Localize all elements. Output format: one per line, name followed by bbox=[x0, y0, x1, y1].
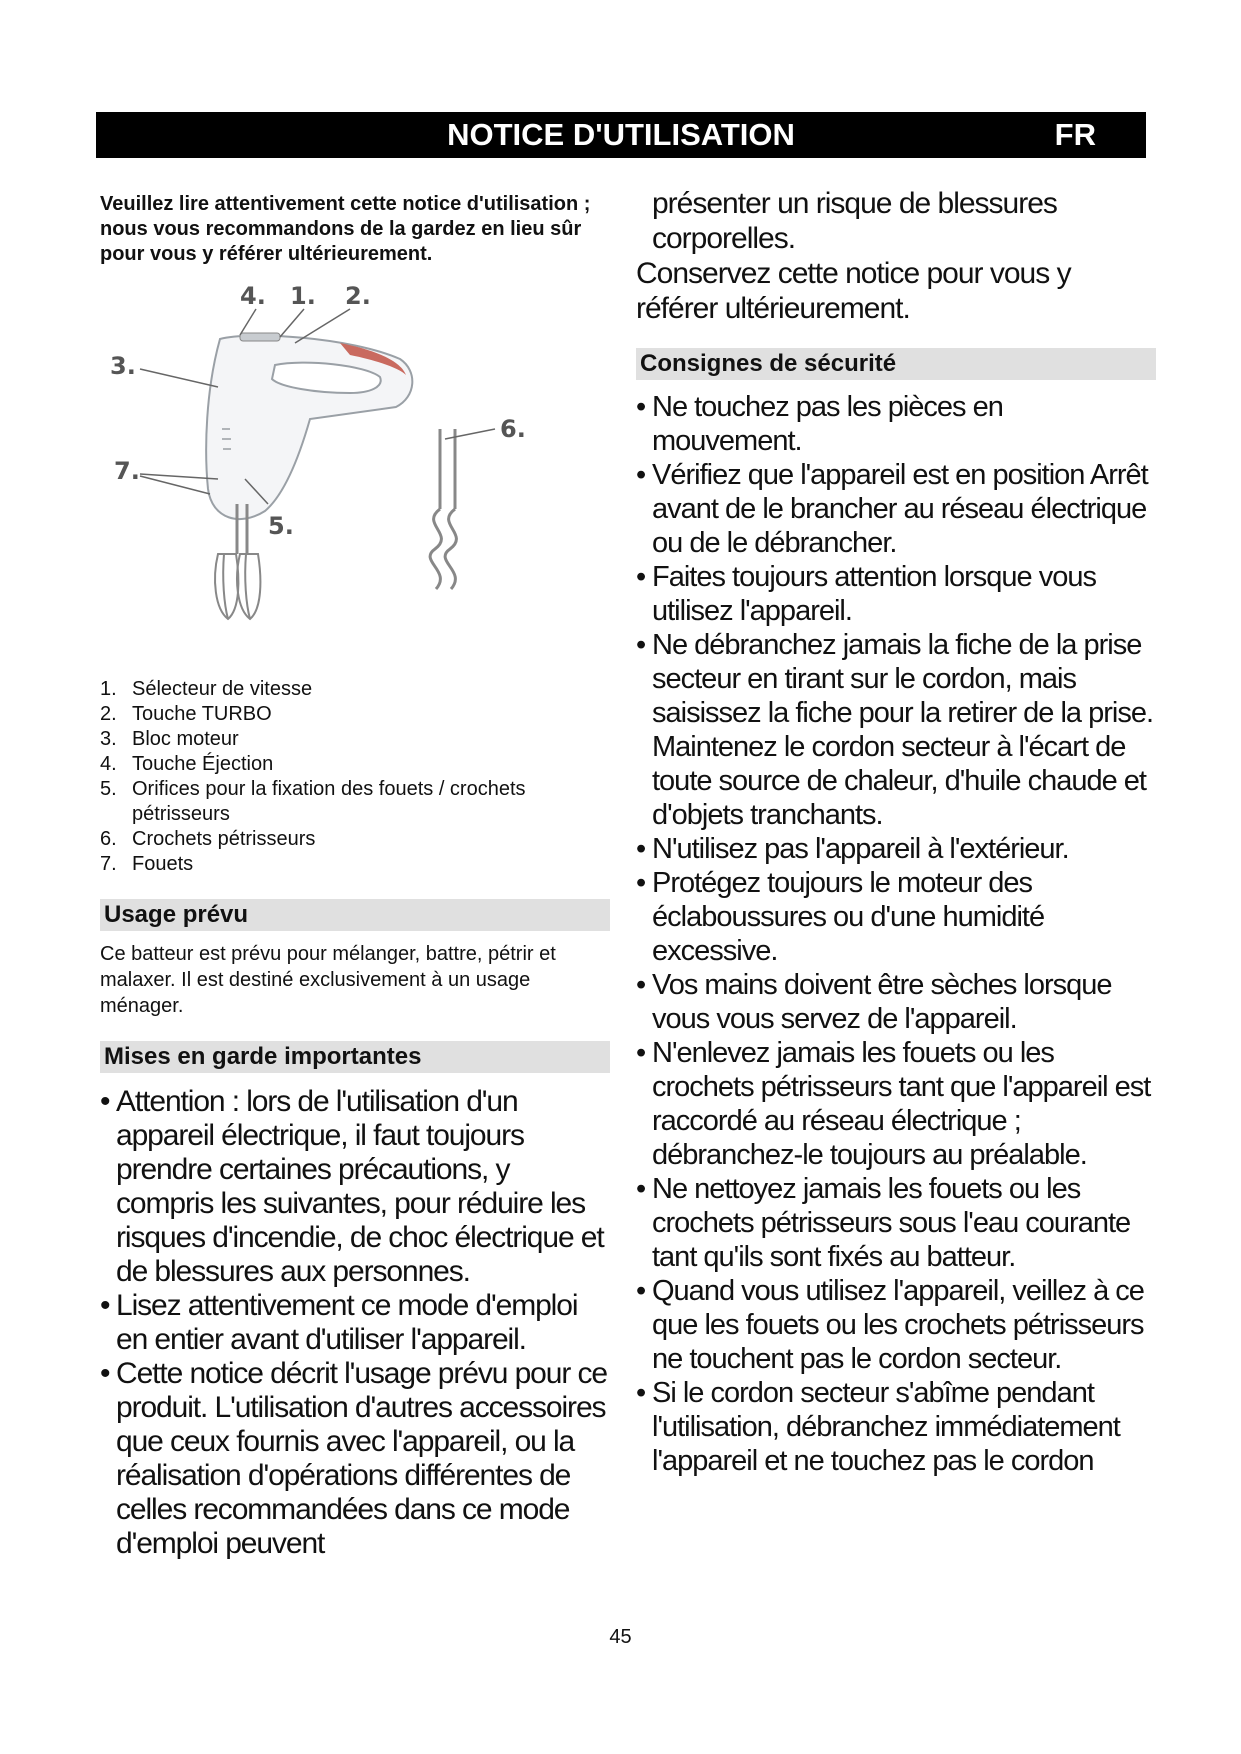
usage-heading: Usage prévu bbox=[100, 899, 610, 931]
list-item bbox=[100, 1289, 610, 1357]
list-item bbox=[636, 1274, 1156, 1376]
bullet-icon: • bbox=[636, 867, 646, 899]
list-item bbox=[636, 458, 1156, 560]
list-item bbox=[636, 866, 1156, 968]
label-1: 1. bbox=[290, 282, 316, 310]
bullet-icon: • bbox=[100, 1085, 110, 1118]
safety-text: N'enlevez jamais les fouets ou les crochets pétrisseurs tant que l'appareil est raccordé au réseau électrique ; débranchez-le toujours au préalable. bbox=[652, 1037, 1151, 1171]
safety-text: Faites toujours attention lorsque vous utilisez l'appareil. bbox=[652, 561, 1096, 627]
part-text: Bloc moteur bbox=[132, 728, 239, 750]
safety-text: Ne touchez pas les pièces en mouvement. bbox=[652, 391, 1003, 457]
safety-list bbox=[636, 390, 1156, 1478]
list-item bbox=[636, 1036, 1156, 1172]
part-text: Orifices pour la fixation des fouets / crochets pétrisseurs bbox=[132, 778, 526, 825]
bullet-icon: • bbox=[636, 459, 646, 491]
list-item bbox=[636, 628, 1156, 832]
page-number: 45 bbox=[609, 1626, 632, 1648]
label-4: 4. bbox=[240, 282, 266, 310]
continued-text: présenter un risque de blessures corporelles. bbox=[652, 187, 1057, 255]
part-text: Fouets bbox=[132, 853, 194, 875]
keep-notice-text: Conservez cette notice pour vous y référer ultérieurement. bbox=[636, 257, 1071, 325]
bullet-icon: • bbox=[636, 1275, 646, 1307]
intro-text: Veuillez lire attentivement cette notice d'utilisation ; nous vous recommandons de la gardez en lieu sûr pour vous y référer ultérieurement. bbox=[100, 193, 591, 265]
list-item bbox=[100, 702, 610, 727]
list-item bbox=[100, 777, 610, 827]
list-item bbox=[100, 752, 610, 777]
language-code: FR bbox=[1054, 117, 1096, 152]
label-5: 5. bbox=[268, 512, 294, 540]
part-number: 1. bbox=[100, 678, 117, 700]
part-text: Touche TURBO bbox=[132, 703, 272, 725]
page-title: NOTICE D'UTILISATION bbox=[447, 117, 795, 152]
safety-text: Protégez toujours le moteur des éclaboussures ou d'une humidité excessive. bbox=[652, 867, 1045, 967]
label-6: 6. bbox=[500, 415, 526, 443]
bullet-icon: • bbox=[636, 1037, 646, 1069]
part-number: 3. bbox=[100, 728, 117, 750]
list-item bbox=[636, 832, 1156, 866]
bullet-icon: • bbox=[636, 561, 646, 593]
hand-mixer-illustration bbox=[100, 279, 530, 659]
list-item bbox=[100, 1085, 610, 1289]
bullet-icon: • bbox=[636, 833, 646, 865]
part-text: Touche Éjection bbox=[132, 753, 274, 775]
bullet-icon: • bbox=[100, 1289, 110, 1322]
list-item bbox=[636, 1172, 1156, 1274]
list-item bbox=[636, 968, 1156, 1036]
list-item bbox=[100, 827, 610, 852]
bullet-icon: • bbox=[100, 1357, 110, 1390]
list-item bbox=[636, 1376, 1156, 1478]
safety-text: Ne débranchez jamais la fiche de la prise secteur en tirant sur le cordon, mais saisissez la fiche pour la retirer de la prise. Maintenez le cordon secteur à l'écart de toute source de chaleur, d'huile chaude et d'objets tranchants. bbox=[652, 629, 1154, 831]
list-item bbox=[636, 560, 1156, 628]
list-item bbox=[100, 677, 610, 702]
safety-heading: Consignes de sécurité bbox=[636, 348, 1156, 380]
safety-text: Vérifiez que l'appareil est en position Arrêt avant de le brancher au réseau électrique ou de le débrancher. bbox=[652, 459, 1148, 559]
part-number: 7. bbox=[100, 853, 117, 875]
part-number: 2. bbox=[100, 703, 117, 725]
right-column bbox=[636, 186, 1156, 1478]
list-item bbox=[100, 727, 610, 752]
part-number: 4. bbox=[100, 753, 117, 775]
warnings-list bbox=[100, 1085, 610, 1561]
bullet-icon: • bbox=[636, 1377, 646, 1409]
safety-text: Si le cordon secteur s'abîme pendant l'utilisation, débranchez immédiatement l'appareil et ne touchez pas le cordon bbox=[652, 1377, 1120, 1477]
dough-hooks bbox=[430, 429, 456, 589]
mixer-figure bbox=[100, 279, 530, 659]
bullet-icon: • bbox=[636, 1173, 646, 1205]
warning-text: Lisez attentivement ce mode d'emploi en entier avant d'utiliser l'appareil. bbox=[116, 1289, 578, 1356]
warning-text: Cette notice décrit l'usage prévu pour ce produit. L'utilisation d'autres accessoires que ceux fournis avec l'appareil, ou la réalisation d'opérations différentes de celles recommandées dans ce mode d'emploi peuvent bbox=[116, 1357, 607, 1560]
whisk-beaters bbox=[215, 554, 260, 619]
list-item bbox=[100, 852, 610, 877]
part-number: 5. bbox=[100, 778, 117, 800]
label-7: 7. bbox=[114, 457, 140, 485]
safety-text: Ne nettoyez jamais les fouets ou les crochets pétrisseurs sous l'eau courante tant qu'ils sont fixés au batteur. bbox=[652, 1173, 1131, 1273]
left-column bbox=[100, 192, 610, 1561]
part-number: 6. bbox=[100, 828, 117, 850]
list-item bbox=[636, 390, 1156, 458]
usage-text: Ce batteur est prévu pour mélanger, battre, pétrir et malaxer. Il est destiné exclusivement à un usage ménager. bbox=[100, 943, 556, 1017]
list-item bbox=[100, 1357, 610, 1561]
label-3: 3. bbox=[110, 352, 136, 380]
warnings-heading: Mises en garde importantes bbox=[100, 1041, 610, 1073]
warning-text: Attention : lors de l'utilisation d'un appareil électrique, il faut toujours prendre certaines précautions, y compris les suivantes, pour réduire les risques d'incendie, de choc électrique et de blessures aux personnes. bbox=[116, 1085, 604, 1288]
bullet-icon: • bbox=[636, 391, 646, 423]
speed-selector bbox=[240, 333, 280, 341]
safety-text: Vos mains doivent être sèches lorsque vous vous servez de l'appareil. bbox=[652, 969, 1112, 1035]
part-text: Sélecteur de vitesse bbox=[132, 678, 313, 700]
bullet-icon: • bbox=[636, 969, 646, 1001]
part-text: Crochets pétrisseurs bbox=[132, 828, 316, 850]
bullet-icon: • bbox=[636, 629, 646, 661]
label-2: 2. bbox=[345, 282, 371, 310]
header-bar bbox=[96, 112, 1146, 158]
safety-text: Quand vous utilisez l'appareil, veillez à ce que les fouets ou les crochets pétrisseurs ne touchent pas le cordon secteur. bbox=[652, 1275, 1144, 1375]
safety-text: N'utilisez pas l'appareil à l'extérieur. bbox=[652, 833, 1069, 865]
parts-list bbox=[100, 677, 610, 877]
